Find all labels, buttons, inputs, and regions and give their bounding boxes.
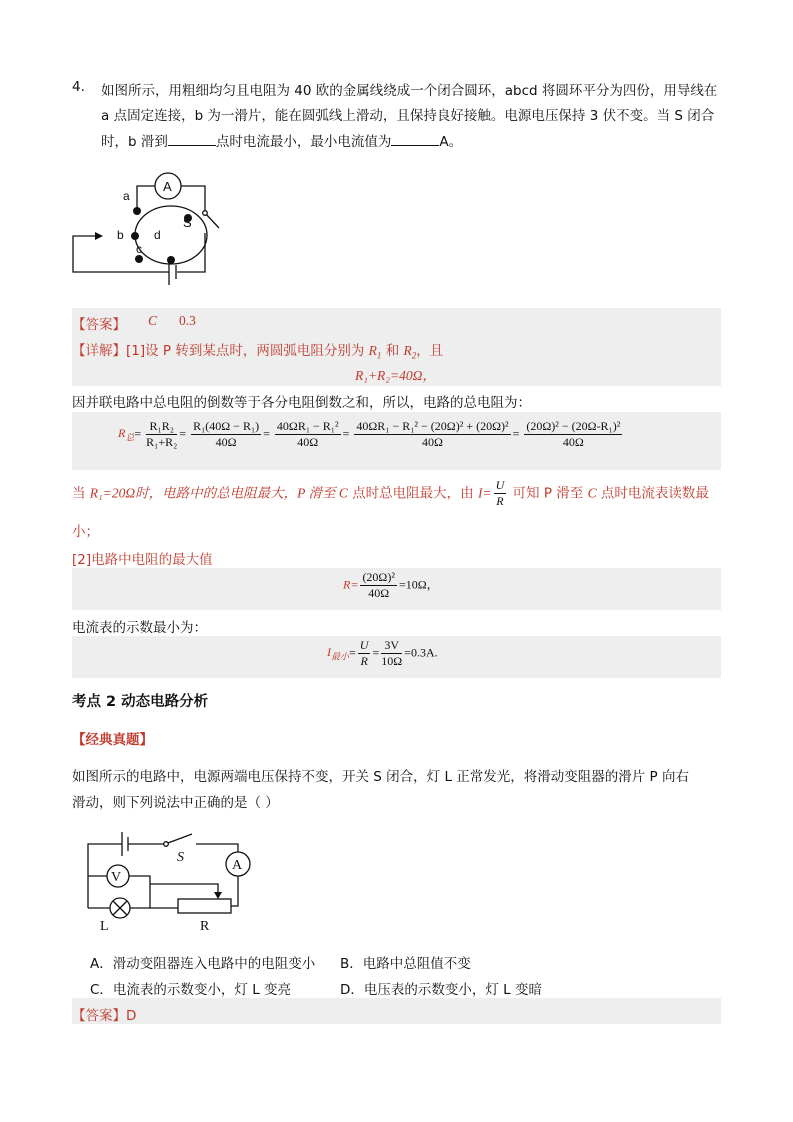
detail-line-1 [72,339,443,361]
switch-label: S [183,215,192,230]
voltmeter-v-label: V [111,870,122,885]
answer-2-value: D [126,1008,137,1024]
detail-and: 和 [385,343,400,359]
ring-circuit-diagram [65,166,235,304]
ammeter-label: A [163,179,172,194]
answer-value-2: 0.3 [179,313,196,328]
fraction-4: $\frac{\text{40ΩR₁ − R₁² − (20Ω)² + (20Ω)²}}{40\Omega}$ [356,419,509,449]
question-text-line-2: a 点固定连接，b 为一滑片，能在圆弧线上滑动，且保持良好接触。电源电压保持 3 伏不变。当 S 闭合 [101,108,715,124]
fraction-2: $\frac{\text{R₁(40Ω − R₁)}}{40\Omega}$ [193,419,260,449]
question-text-part: 时，b 滑到 [101,134,168,150]
option-a[interactable]: A．滑动变阻器连入电路中的电阻变小 [90,956,316,972]
detail-label: 【详解】 [72,343,126,359]
r-total-symbol: $R_总$ [118,426,135,443]
answer-2-label: 【答案】 [72,1008,126,1024]
r1-symbol: $R_1$ [368,343,382,361]
paragraph-min-current: 电流表的示数最小为： [72,620,207,636]
fraction-max-r: $\frac{\text{(20Ω)²}}{40\Omega}$ [362,570,395,600]
point-a-label: a [123,189,130,203]
paragraph-parallel: 因并联电路中总电阻的倒数等于各分电阻倒数之和，所以，电路的总电阻为： [72,395,531,411]
detail-tail: ，且 [416,343,444,359]
question-text-line-3 [101,130,462,150]
lamp-l-label: L [100,919,109,934]
option-c[interactable]: C．电流表的示数变小，灯 L 变亮 [90,982,292,998]
switch-s-label: S [177,850,184,865]
question-2-line-2: 滑动，则下列说法中正确的是（ ） [72,795,279,811]
answer-label: 【答案】 [72,317,126,333]
fraction-3v-10: $\frac{3V}{10\Omega}$ [381,638,403,668]
point-d-label: d [154,228,161,242]
point-b-label: b [117,228,124,242]
equation-r1-r2: R₁+R₂=40Ω， [355,368,436,383]
answer-value-1: C [148,313,158,328]
paragraph-continued: 小； [72,524,99,540]
total-resistance-formula: $R_总=$ $\frac{\text{R₁R₂}}{\text{R₁+R₂}}$ = $\frac{\text{R₁(40Ω − R₁)}}{40\Omega}$ = $\frac{\text{40ΩR₁ − R₁²}}{40\Omega}$ = $\frac{\text{40ΩR₁ − R₁² − (20Ω)² + (20Ω)²}}{40\Omega}$ = $\frac{\text{(20Ω)² − (20Ω-R₁)²}}{40\Omega}$ [118,419,621,449]
paragraph-max-value: [2]电路中电阻的最大值 [72,552,213,568]
detail-text: [1]设 P 转到某点时，两圆弧电阻分别为 [126,343,365,359]
r2-symbol: $R_2$ [403,343,417,361]
paragraph-max-resistance: 当 R₁=20Ω时，电路中的总电阻最大，P 滑至 C 点时总电阻最大，由 I= $\frac{U}{R}$ 可知 P 滑至 C 点时电流表读数最 [72,478,709,508]
ammeter-a-label: A [232,858,243,873]
ohms-law-fraction: $\frac{U}{R}$ [495,478,505,508]
question-text-part: A。 [439,134,463,150]
answer-blank-2 [391,133,439,146]
fraction-u-r: $\frac{U}{R}$ [359,638,369,668]
max-resistance-formula: R= $\frac{\text{(20Ω)²}}{40\Omega}$ =10Ω， [343,570,439,600]
fraction-5: $\frac{\text{(20Ω)² − (20Ω-R₁)²}}{40\Omega}$ [526,419,621,449]
question-text-part: 点时电流最小，最小电流值为 [215,134,392,150]
option-b[interactable]: B．电路中总阻值不变 [340,956,471,972]
rheostat-r-label: R [200,919,210,934]
question-text-line-1: 如图所示，用粗细均匀且电阻为 40 欧的金属线绕成一个闭合圆环，abcd 将圆环平分为四份，用导线在 [101,83,718,99]
fraction-3: $\frac{\text{40ΩR₁ − R₁²}}{40\Omega}$ [276,419,339,449]
question-2-line-1: 如图所示的电路中，电源两端电压保持不变，开关 S 闭合，灯 L 正常发光，将滑动变阻器的滑片 P 向右 [72,769,689,785]
question-number: 4. [72,79,85,95]
classic-question-label: 【经典真题】 [72,732,153,748]
dynamic-circuit-diagram [80,826,260,936]
section-heading: 考点 2 动态电路分析 [72,694,209,710]
option-d[interactable]: D．电压表的示数变小，灯 L 变暗 [340,982,542,998]
answer-2 [72,1004,136,1024]
point-c-label: c [136,242,142,256]
fraction-1: $\frac{\text{R₁R₂}}{\text{R₁+R₂}}$ [146,419,178,449]
min-current-formula: $I_{最小}=$ $\frac{U}{R}$ = $\frac{3V}{10\Omega}$ =0.3A. [327,638,438,668]
answer-blank-1 [168,133,216,146]
